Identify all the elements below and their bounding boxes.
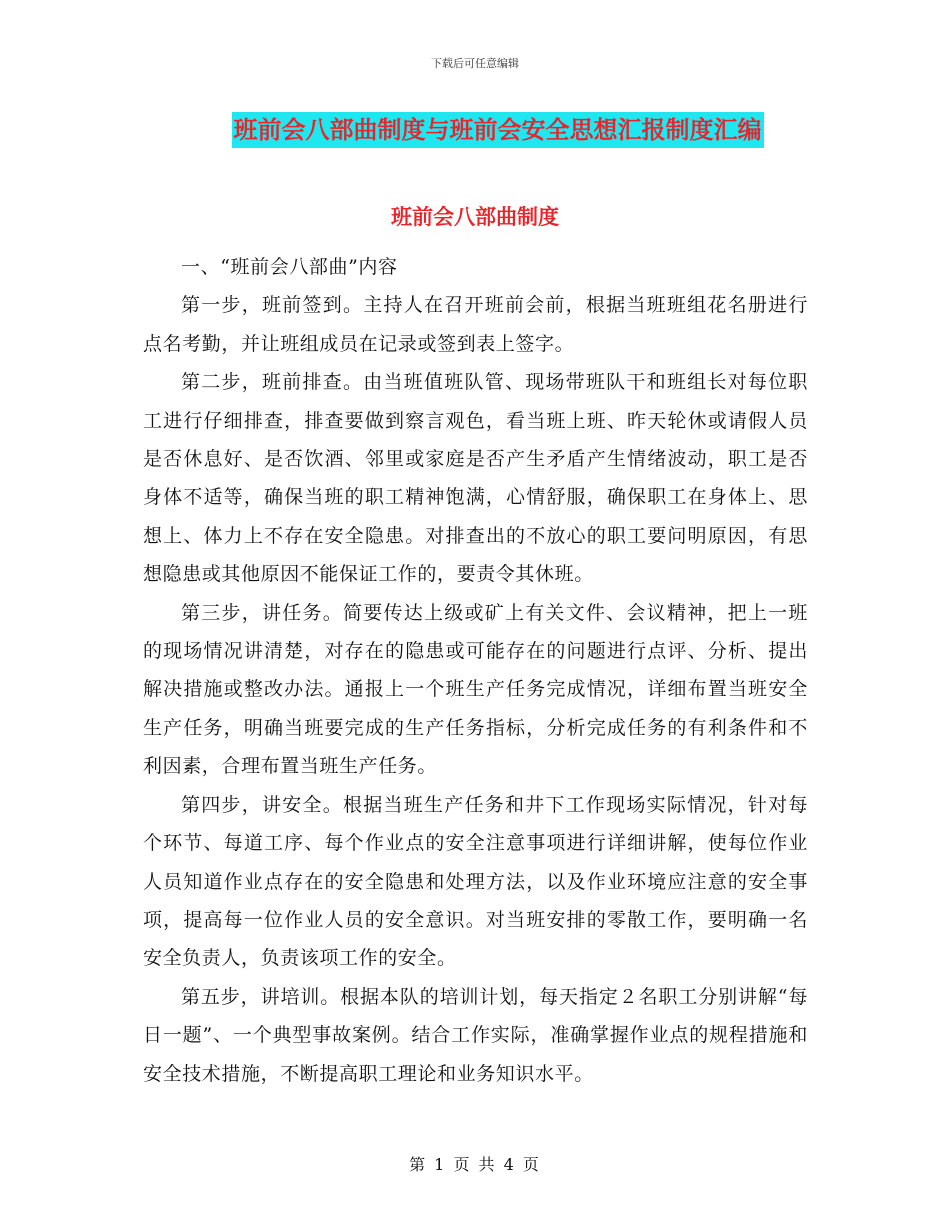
page-footer: 第 1 页 共 4 页 (409, 1155, 541, 1174)
header-note: 下载后可任意编辑 (431, 57, 519, 70)
paragraph: 第二步，班前排查。由当班值班队管、现场带班队干和班组长对每位职工进行仔细排查，排查要做到察言观色，看当班上班、昨天轮休或请假人员是否休息好、是否饮酒、邻里或家庭是否产生矛盾产生情绪波动，职工是否身体不适等，确保当班的职工精神饱满，心情舒服，确保职工在身体上、思想上、体力上不存在安全隐患。对排查出的不放心的职工要问明原因，有思想隐患或其他原因不能保证工作的，要责令其休班。 (143, 371, 808, 586)
paragraph: 第三步，讲任务。简要传达上级或矿上有关文件、会议精神，把上一班的现场情况讲清楚，对存在的隐患或可能存在的问题进行点评、分析、提出解决措施或整改办法。通报上一个班生产任务完成情况，详细布置当班安全生产任务，明确当班要完成的生产任务指标，分析完成任务的有利条件和不利因素，合理布置当班生产任务。 (143, 601, 808, 778)
document-title-container (0, 112, 950, 148)
paragraph: 第五步，讲培训。根据本队的培训计划，每天指定２名职工分别讲解“每日一题”、一个典型事故案例。结合工作实际，准确掌握作业点的规程措施和安全技术措施，不断提高职工理论和业务知识水平。 (143, 985, 808, 1085)
section-title: 班前会八部曲制度 (391, 205, 559, 229)
document-title: 班前会八部曲制度与班前会安全思想汇报制度汇编 (232, 112, 764, 148)
paragraph: 第四步，讲安全。根据当班生产任务和井下工作现场实际情况，针对每个环节、每道工序、每个作业点的安全注意事项进行详细讲解，使每位作业人员知道作业点存在的安全隐患和处理方法，以及作业环境应注意的安全事项，提高每一位作业人员的安全意识。对当班安排的零散工作，要明确一名安全负责人，负责该项工作的安全。 (143, 793, 808, 970)
paragraph: 一、“班前会八部曲”内容 (181, 256, 398, 278)
paragraph: 第一步，班前签到。主持人在召开班前会前，根据当班班组花名册进行点名考勤，并让班组成员在记录或签到表上签字。 (143, 294, 808, 355)
document-body (143, 248, 808, 1093)
